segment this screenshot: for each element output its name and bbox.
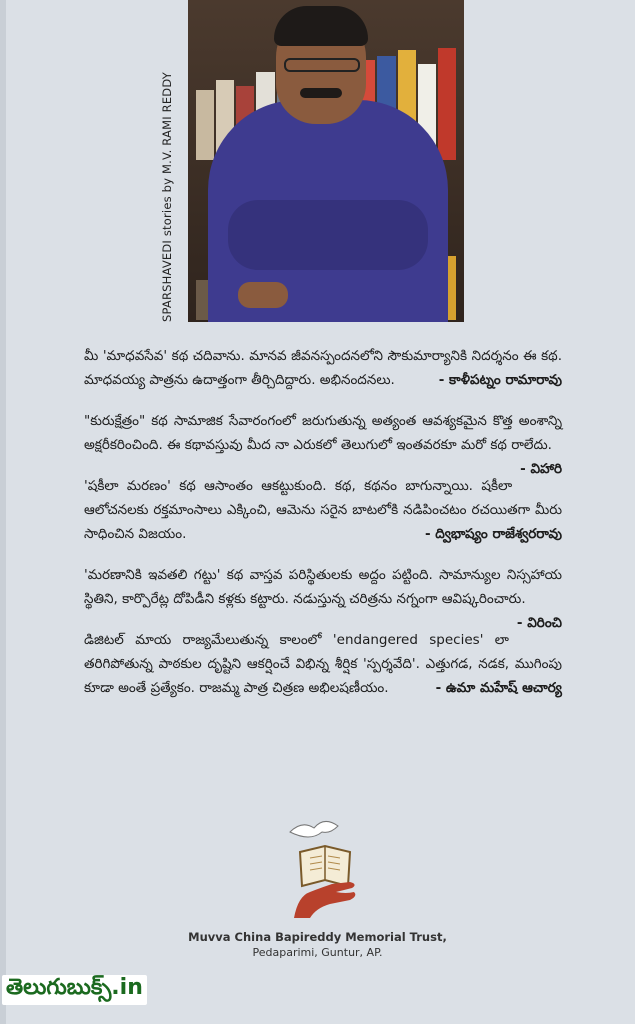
review-item	[84, 628, 562, 700]
page-edge	[0, 0, 6, 1024]
review-author: - విహారి	[520, 461, 562, 477]
review-text: "కురుక్షేత్రం" కథ సామాజిక సేవారంగంలో జరుగుతున్న అత్యంత ఆవశ్యకమైన కొత్త అంశాన్ని అక్షరీకరించింది. ఈ కథావస్తువు మీద నా ఎరుకలో తెలుగులో ఇంతవరకూ మరో కథ రాలేదు.	[84, 413, 562, 453]
author-hair	[274, 6, 368, 46]
review-item	[84, 409, 562, 477]
review-item	[84, 344, 562, 392]
photo-caption: SPARSHAVEDI stories by M.V. RAMI REDDY	[160, 71, 174, 322]
trust-info	[0, 930, 635, 959]
review-list	[84, 344, 562, 717]
author-hand	[238, 282, 288, 308]
trust-name: Muvva China Bapireddy Memorial Trust,	[188, 930, 447, 944]
review-text: 'మరణానికి ఇవతలి గట్టు' కథ వాస్తవ పరిస్థితులకు అద్దం పట్టింది. సామాన్యుల నిస్సహాయ స్థితిని, కార్పొరేట్ల దోపిడీని కళ్లకు కట్టారు. నడుస్తున్న చరిత్రను నగ్నంగా ఆవిష్కరించారు.	[84, 567, 562, 607]
review-author: - ద్విభాష్యం రాజేశ్వరరావు	[424, 526, 562, 542]
author-folded-arms	[228, 200, 428, 270]
author-photo	[188, 0, 464, 322]
review-text: డిజిటల్ మాయ రాజ్యమేలుతున్న కాలంలో 'endangered species' లా తరిగిపోతున్న పాఠకుల దృష్టిని ఆకర్షించే విభిన్న శీర్షిక 'స్పర్శవేది'. ఎత్తుగడ, నడక, ముగింపు కూడా అంతే ప్రత్యేకం. రాజమ్మ పాత్ర చిత్రణ అభిలషణీయం.	[84, 632, 562, 696]
author-mustache	[300, 88, 342, 98]
review-author: - ఉమా మహేష్ ఆచార్య	[435, 680, 562, 696]
trust-logo-icon	[280, 812, 370, 922]
review-author: - విరించి	[516, 615, 562, 631]
review-item	[84, 563, 562, 631]
glasses-icon	[284, 58, 360, 72]
trust-address: Pedaparimi, Guntur, AP.	[252, 946, 383, 959]
review-text: 'షకీలా మరణం' కథ ఆసాంతం ఆకట్టుకుంది. కథ, కథనం బాగున్నాయి. షకీలా ఆలోచనలకు రక్తమాంసాలు ఎక్కించి, ఆమెను సరైన బాటలోకి నడిపించటం రచయితగా మీరు సాధించిన విజయం.	[84, 478, 562, 542]
site-watermark: తెలుగుబుక్స్.in	[2, 975, 147, 1005]
review-author: - కాళీపట్నం రామారావు	[438, 372, 562, 388]
review-item	[84, 474, 562, 546]
review-text: మీ 'మాధవసేవ' కథ చదివాను. మానవ జీవనస్పందనలోని సౌకుమార్యానికి నిదర్శనం ఈ కథ. మాధవయ్య పాత్రను ఉదాత్తంగా తీర్చిదిద్దారు. అభినందనలు.	[84, 348, 562, 388]
